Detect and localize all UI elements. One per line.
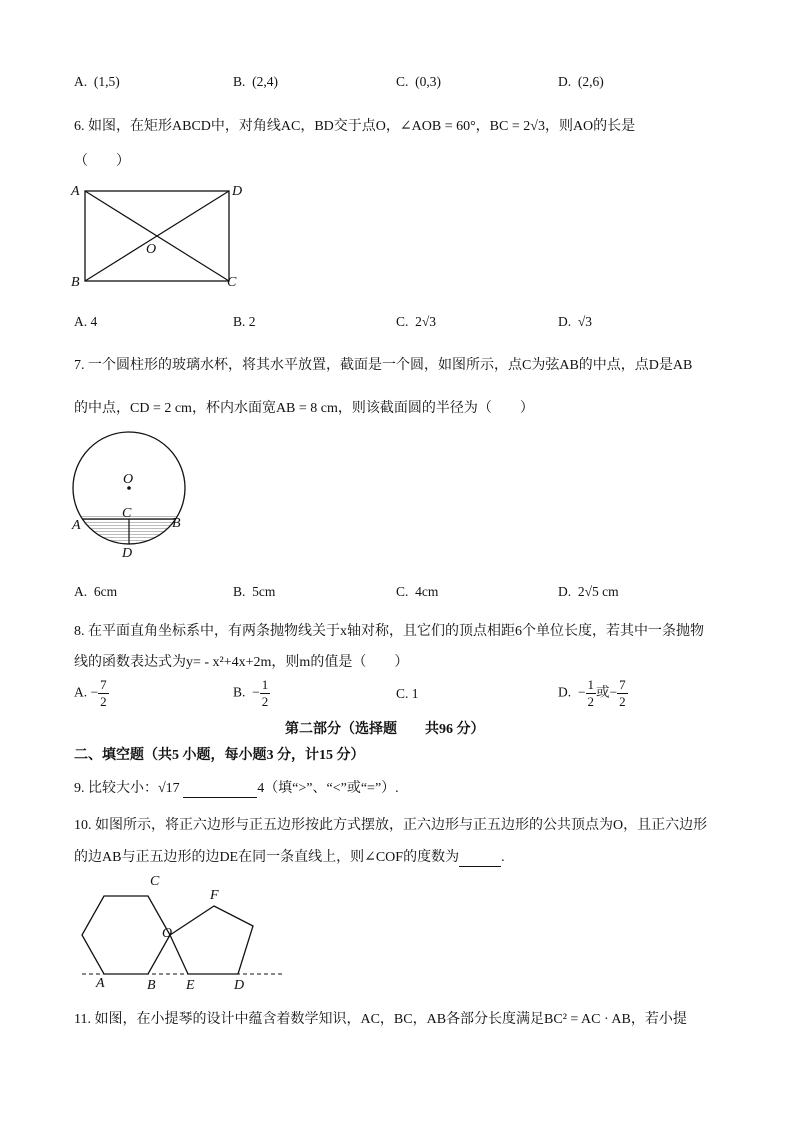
q7-question-line2: 的中点，CD = 2 cm，杯内水面宽AB = 8 cm，则该截面圆的半径为（ ） (74, 401, 534, 416)
q8-option-c: C. 1 (396, 686, 419, 701)
q7-option-b: B. 5cm (233, 584, 276, 599)
q9-answer-blank[interactable] (183, 781, 257, 798)
label-f: F (210, 888, 219, 903)
q6-option-b: B. 2 (233, 314, 256, 329)
q7-option-c: C. 4cm (396, 584, 439, 599)
q5-option-c: C. (0,3) (396, 74, 442, 89)
q7-option-d: D. 2√5 cm (558, 584, 619, 599)
q6-paren: （ ） (74, 154, 130, 169)
q10-question-line2: 的边AB与正五边形的边DE在同一条直线上，则∠COF的度数为 . (74, 850, 505, 865)
q10-answer-blank[interactable] (459, 850, 501, 867)
q7-question-line1: 7. 一个圆柱形的玻璃水杯，将其水平放置，截面是一个圆，如图所示，点C为弦AB的中点，点D是AB (74, 358, 693, 373)
regular-hexagon (82, 896, 173, 974)
label-d: D (234, 978, 245, 992)
q7-circle-figure (64, 428, 204, 564)
section2-title: 二、填空题（共5 小题，每小题3 分，计15 分） (74, 748, 365, 763)
label-d: D (232, 184, 243, 199)
q10-question-line1: 10. 如图所示，将正六边形与正五边形按此方式摆放，正六边形与正五边形的公共顶点为O，且正六边形 (74, 818, 708, 833)
q5-option-b: B. (2,4) (233, 74, 279, 89)
q7-option-a: A. 6cm (74, 584, 118, 599)
label-o: O (162, 926, 173, 941)
q6-option-d: D. √3 (558, 314, 593, 329)
q8-option-b: B. − $\frac{1}{2}$ (233, 677, 269, 709)
q8-question-line1: 8. 在平面直角坐标系中，有两条抛物线关于x轴对称，且它们的顶点相距6个单位长度，若其中一条抛物 (74, 624, 704, 639)
q6-question-text: 6. 如图，在矩形ABCD中，对角线AC，BD交于点O，∠AOB = 60°，BC = 2√3，则AO的长是 (74, 119, 636, 134)
q6-option-c: C. 2√3 (396, 314, 437, 329)
label-o: O (123, 472, 134, 487)
q5-option-d: D. (2,6) (558, 74, 604, 89)
label-b: B (71, 275, 80, 290)
q10-hexagon-pentagon-figure (68, 868, 288, 992)
label-b: B (147, 978, 156, 992)
q8-option-d: D. − $\frac{1}{2}$ 或− $\frac{7}{2}$ (558, 677, 626, 709)
regular-pentagon (170, 906, 253, 974)
q9-question: 9. 比较大小：√17 4（填“>”、“<”或“=”）. (74, 781, 399, 796)
part2-title: 第二部分（选择题 共96 分） (285, 722, 485, 737)
q6-rectangle-figure (66, 180, 256, 292)
q11-question-line1: 11. 如图，在小提琴的设计中蕴含着数学知识，AC，BC，AB各部分长度满足BC² = AC · AB，若小提 (74, 1012, 687, 1027)
label-a: A (96, 976, 105, 991)
label-a: A (72, 518, 81, 533)
label-c: C (227, 275, 237, 290)
q8-option-a: A. − $\frac{7}{2}$ (74, 677, 107, 709)
q8-question-line2: 线的函数表达式为y= - x²+4x+2m，则m的值是（ ） (74, 655, 409, 670)
label-c: C (122, 506, 132, 521)
label-a: A (71, 184, 80, 199)
label-o: O (146, 242, 157, 257)
q5-option-a: A. (1,5) (74, 74, 120, 89)
label-b: B (172, 516, 181, 531)
label-e: E (186, 978, 195, 992)
label-c: C (150, 874, 160, 889)
q6-option-a: A. 4 (74, 314, 98, 329)
label-d: D (122, 546, 133, 561)
